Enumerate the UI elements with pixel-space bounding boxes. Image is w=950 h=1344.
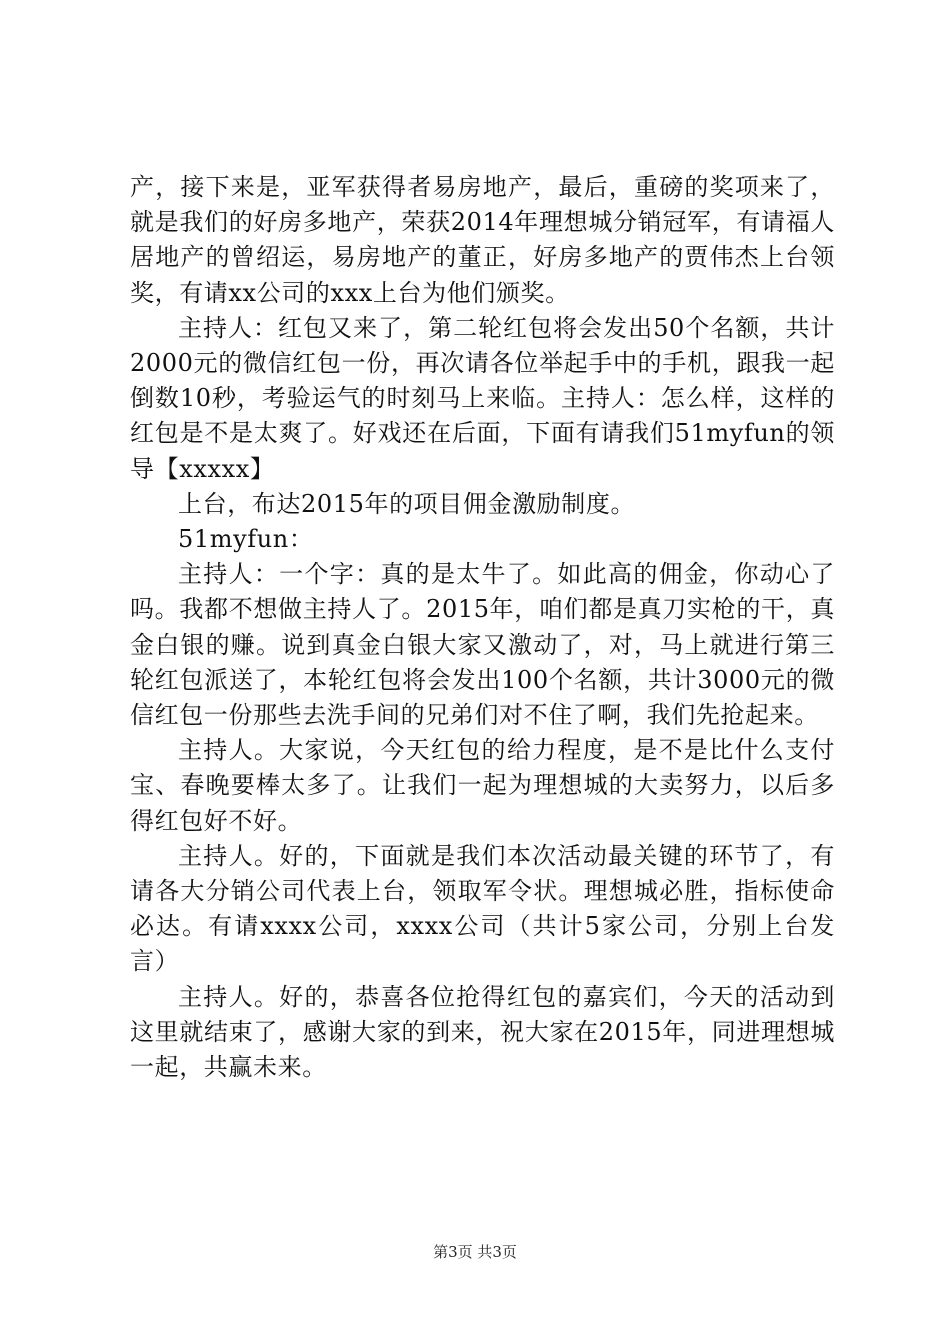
paragraph-military-order: 主持人。好的，下面就是我们本次活动最关键的环节了，有请各大分销公司代表上台，领取军令状。理想城必胜，指标使命必达。有请xxxx公司，xxxx公司（共计5家公司，分别上台发言） — [130, 841, 835, 976]
paragraph-third-red-packet: 主持人：一个字：真的是太牛了。如此高的佣金，你动心了吗。我都不想做主持人了。2015年，咱们都是真刀实枪的干，真金白银的赚。说到真金白银大家又激动了，对，马上就进行第三轮红包派送了，本轮红包将会发出100个名额，共计3000元的微信红包一份那些去洗手间的兄弟们对不住了啊，我们先抢起来。 — [130, 560, 835, 730]
paragraph-commission-announcement: 上台，布达2015年的项目佣金激励制度。 — [178, 489, 636, 518]
paragraph-second-red-packet: 主持人：红包又来了，第二轮红包将会发出50个名额，共计2000元的微信红包一份，再次请各位举起手中的手机，跟我一起倒数10秒，考验运气的时刻马上来临。主持人：怎么样，这样的红包是不是太爽了。好戏还在后面，下面有请我们51myfun的领导【xxxxx】 — [130, 313, 835, 483]
paragraph-continuation: 产，接下来是，亚军获得者易房地产，最后，重磅的奖项来了，就是我们的好房多地产，荣获2014年理想城分销冠军，有请福人居地产的曾绍运，易房地产的董正，好房多地产的贾伟杰上台领奖，有请xx公司的xxx上台为他们颁奖。 — [130, 173, 835, 307]
paragraph-closing: 主持人。好的，恭喜各位抢得红包的嘉宾们，今天的活动到这里就结束了，感谢大家的到来，祝大家在2015年，同进理想城一起，共赢未来。 — [130, 982, 835, 1082]
document-body — [130, 170, 835, 1085]
paragraph-red-packet-comment: 主持人。大家说，今天红包的给力程度，是不是比什么支付宝、春晚要棒太多了。让我们一起为理想城的大卖努力，以后多得红包好不好。 — [130, 736, 835, 835]
page-number-footer: 第3页 共3页 — [433, 1243, 517, 1261]
paragraph-speaker-label: 51myfun： — [178, 525, 314, 554]
